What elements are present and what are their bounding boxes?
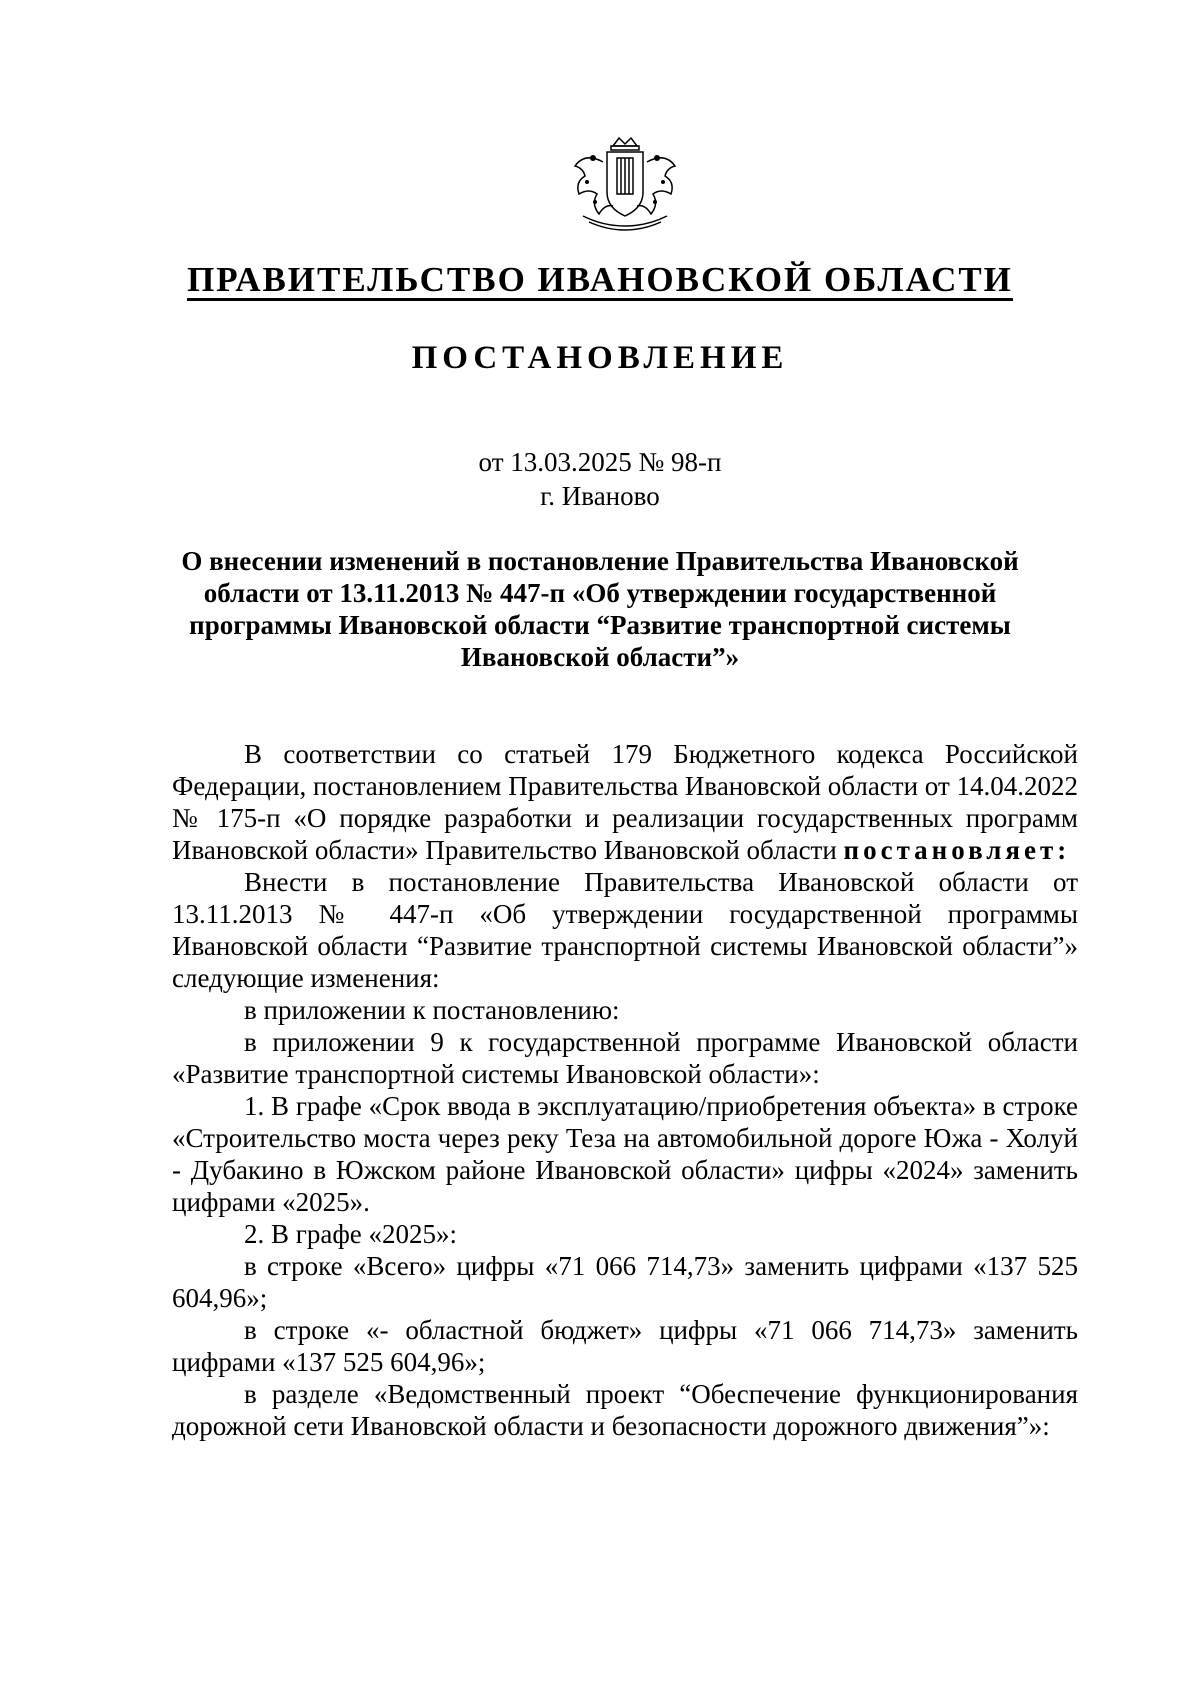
organization-title (0, 260, 1200, 300)
paragraph-annex-9: в приложении 9 к государственной программе Ивановской области «Развитие транспортной системы Ивановской области»: (172, 1027, 1078, 1089)
organization-title-text: ПРАВИТЕЛЬСТВО ИВАНОВСКОЙ ОБЛАСТИ (187, 260, 1013, 299)
paragraph-legal-basis (172, 738, 1078, 866)
decree-word: постановляет: (843, 835, 1071, 865)
document-body (172, 738, 1078, 1442)
paragraph-section: в разделе «Ведомственный проект “Обеспечение функционирования дорожной сети Ивановской области и безопасности дорожного движения”»: (172, 1379, 1078, 1441)
document-place: г. Иваново (540, 481, 660, 511)
ivanovo-coat-of-arms-icon (563, 132, 687, 232)
document-kind-title: ПОСТАНОВЛЕНИЕ (411, 340, 789, 376)
paragraph-legal-basis-text: В соответствии со статьей 179 Бюджетного кодекса Российской Федерации, постановлением Правительства Ивановской области от 14.04.2022 № 175-п «О порядке разработки и реализации государственных программ Ивановской области» Правительство Ивановской области (172, 739, 1078, 865)
paragraph-total-row: в строке «Всего» цифры «71 066 714,73» заменить цифрами «137 525 604,96»; (172, 1251, 1078, 1313)
document-date-number: от 13.03.2025 № 98-п (478, 447, 722, 477)
paragraph-amend: Внести в постановление Правительства Ивановской области от 13.11.2013 № 447-п «Об утверждении государственной программы Ивановской области “Развитие транспортной системы Ивановской области”» следующие изменения: (172, 867, 1078, 993)
paragraph-regional-budget-row: в строке «- областной бюджет» цифры «71 066 714,73» заменить цифрами «137 525 604,96»; (172, 1315, 1078, 1377)
paragraph-item-1: 1. В графе «Срок ввода в эксплуатацию/приобретения объекта» в строке «Строительство моста через реку Теза на автомобильной дороге Южа - Холуй - Дубакино в Южском районе Ивановской области» цифры «2024» заменить цифрами «2025». (172, 1091, 1078, 1217)
paragraph-annex: в приложении к постановлению: (244, 995, 620, 1025)
paragraph-item-2: 2. В графе «2025»: (244, 1219, 458, 1249)
document-subject: О внесении изменений в постановление Правительства Ивановской области от 13.11.2013 № 447-п «Об утверждении государственной программы Ивановской области “Развитие транспортной системы Ивановской области”» (181, 546, 1019, 672)
